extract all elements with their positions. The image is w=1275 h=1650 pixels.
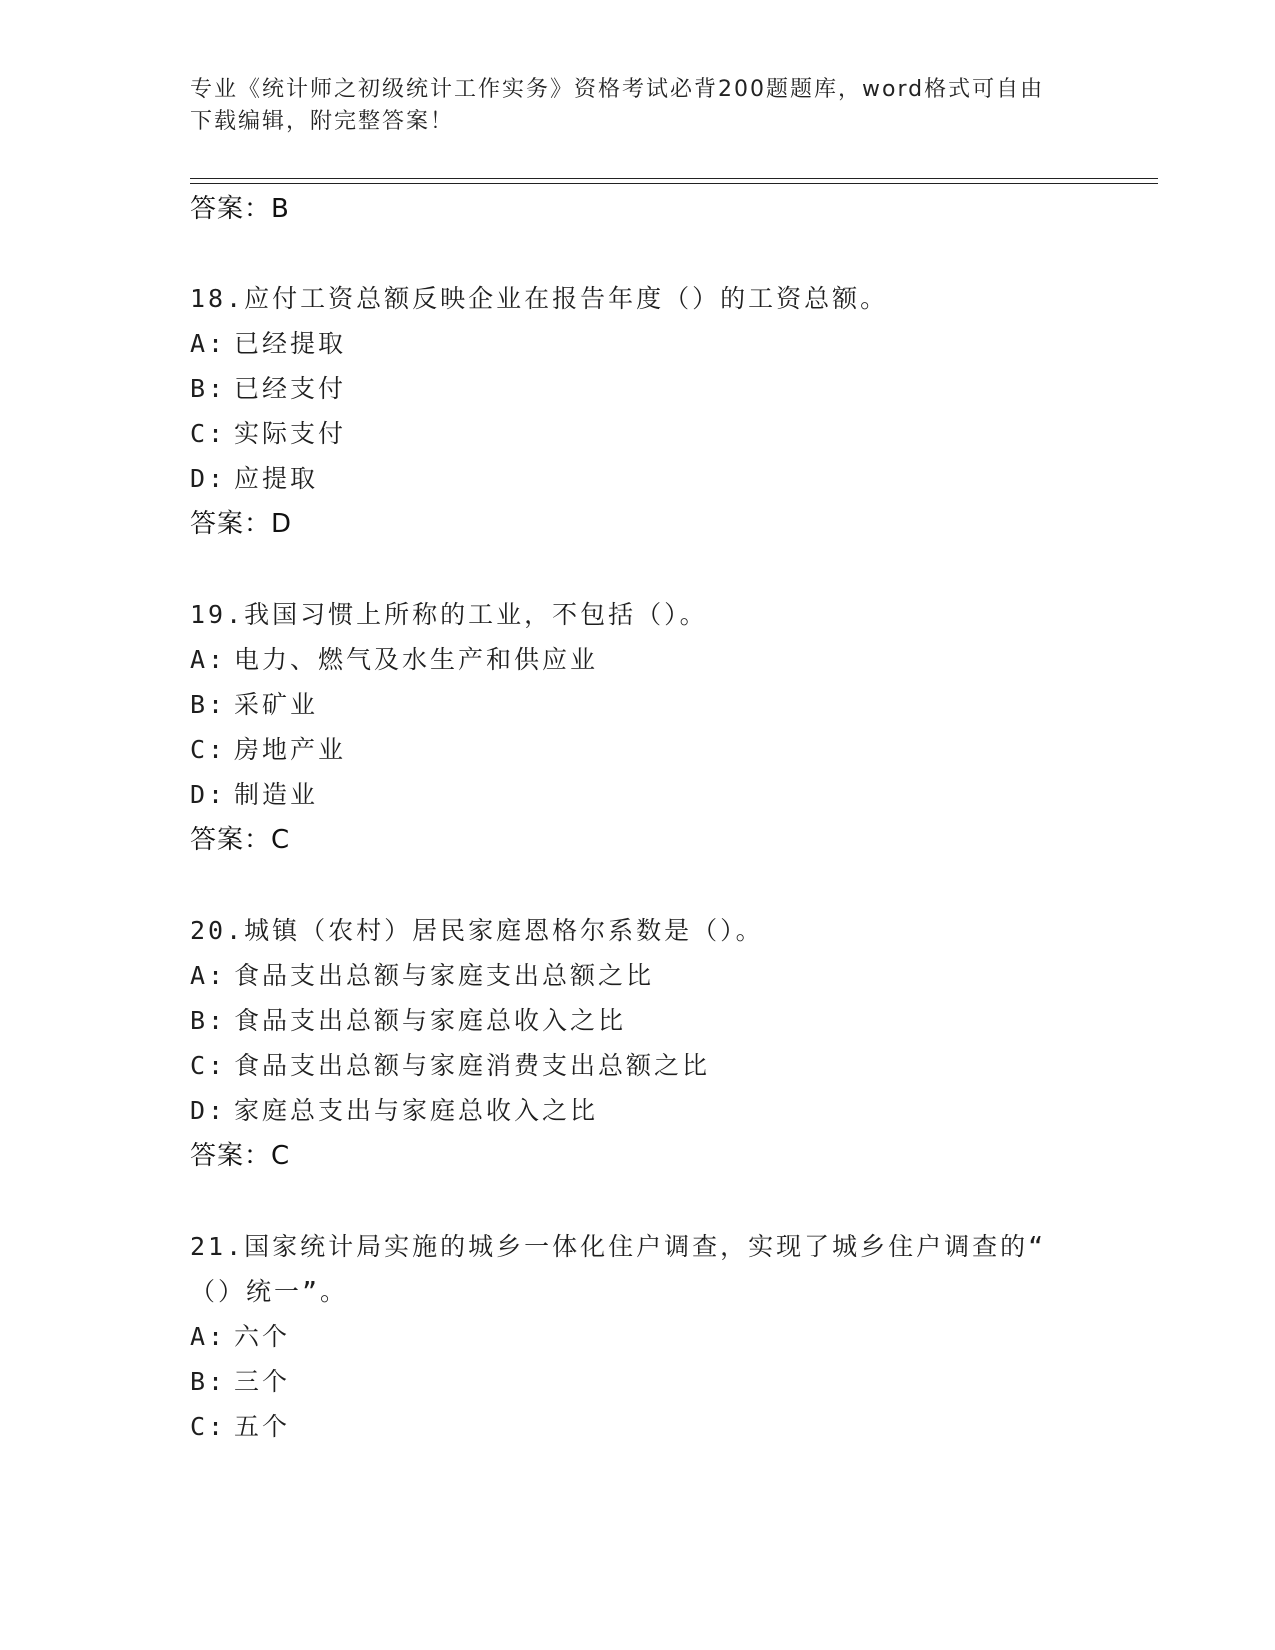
question-18-option-d — [190, 462, 318, 496]
question-20-option-c — [190, 1049, 710, 1083]
option-letter: A: — [190, 961, 227, 990]
question-21-option-a — [190, 1320, 290, 1354]
question-18-option-a — [190, 327, 346, 361]
option-letter: D: — [190, 1096, 227, 1125]
question-19-option-a — [190, 643, 598, 677]
question-19-option-c — [190, 733, 346, 767]
option-text: 采矿业 — [234, 690, 319, 719]
option-text: 房地产业 — [234, 735, 347, 764]
question-21-stem-line-2: （）统一”。 — [190, 1277, 349, 1306]
header-divider-top — [190, 178, 1158, 179]
option-letter: C: — [190, 1051, 227, 1080]
option-text: 三个 — [234, 1367, 291, 1396]
question-18-answer: 答案：D — [190, 509, 293, 539]
header-line-2: 下载编辑，附完整答案！ — [190, 109, 455, 134]
header-divider-bottom — [190, 183, 1158, 184]
option-letter: C: — [190, 735, 227, 764]
option-text: 已经提取 — [234, 329, 347, 358]
option-text: 六个 — [234, 1322, 291, 1351]
header-line-1: 专业《统计师之初级统计工作实务》资格考试必背200题题库，word格式可自由 — [190, 77, 1045, 102]
question-21-stem-line-1: 21.国家统计局实施的城乡一体化住户调查，实现了城乡住户调查的“ — [190, 1232, 1047, 1261]
question-19-option-b — [190, 688, 318, 722]
option-text: 家庭总支出与家庭总收入之比 — [234, 1096, 599, 1125]
option-letter: D: — [190, 464, 227, 493]
question-21-option-b — [190, 1365, 290, 1399]
question-20-option-b — [190, 1004, 626, 1038]
document-header — [190, 74, 1070, 138]
option-letter: D: — [190, 780, 227, 809]
question-19-stem: 19.我国习惯上所称的工业，不包括（）。 — [190, 600, 708, 629]
question-19-answer: 答案：C — [190, 825, 291, 855]
question-18-option-c — [190, 417, 346, 451]
option-letter: B: — [190, 1006, 227, 1035]
option-letter: B: — [190, 374, 227, 403]
option-text: 食品支出总额与家庭消费支出总额之比 — [234, 1051, 711, 1080]
option-text: 制造业 — [234, 780, 319, 809]
option-letter: C: — [190, 1412, 227, 1441]
option-letter: B: — [190, 1367, 227, 1396]
question-18-stem: 18.应付工资总额反映企业在报告年度（）的工资总额。 — [190, 284, 889, 313]
option-letter: A: — [190, 1322, 227, 1351]
option-letter: B: — [190, 690, 227, 719]
option-letter: A: — [190, 329, 227, 358]
option-text: 应提取 — [234, 464, 319, 493]
question-21-option-c — [190, 1410, 290, 1444]
option-text: 食品支出总额与家庭总收入之比 — [234, 1006, 627, 1035]
question-20-stem: 20.城镇（农村）居民家庭恩格尔系数是（）。 — [190, 916, 764, 945]
option-text: 实际支付 — [234, 419, 347, 448]
answer-previous: 答案：B — [190, 194, 290, 224]
option-letter: A: — [190, 645, 227, 674]
question-20-option-d — [190, 1094, 598, 1128]
question-20-answer: 答案：C — [190, 1141, 291, 1171]
question-19-option-d — [190, 778, 318, 812]
option-letter: C: — [190, 419, 227, 448]
question-18-option-b — [190, 372, 346, 406]
option-text: 食品支出总额与家庭支出总额之比 — [234, 961, 655, 990]
option-text: 电力、燃气及水生产和供应业 — [234, 645, 599, 674]
option-text: 五个 — [234, 1412, 291, 1441]
option-text: 已经支付 — [234, 374, 347, 403]
question-20-option-a — [190, 959, 654, 993]
